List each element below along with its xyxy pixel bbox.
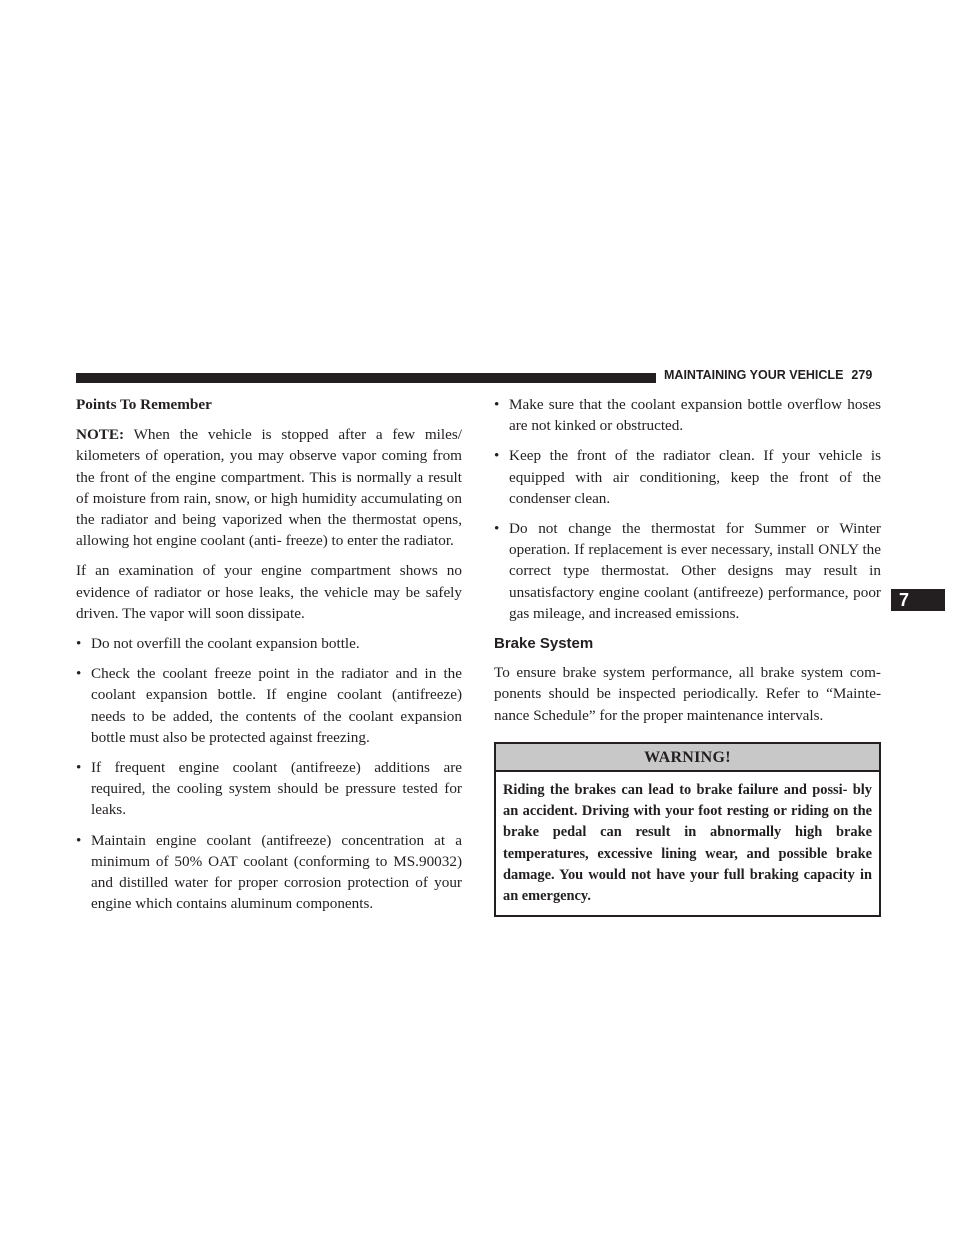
bullet-icon: •	[76, 831, 82, 849]
points-heading: Points To Remember	[76, 396, 212, 413]
bullet-icon: •	[76, 665, 82, 683]
warning-box	[494, 742, 881, 917]
brake-system-heading: Brake System	[494, 635, 594, 653]
right-column	[494, 394, 881, 917]
list-item-text: Make sure that the coolant expansion bottle overflow hoses are not kinked or obstructed.	[509, 396, 881, 435]
list-item	[494, 394, 881, 436]
list-item	[76, 757, 462, 821]
left-bullet-list	[76, 633, 462, 914]
list-item-text: Keep the front of the radiator clean. If your vehicle is equipped with air conditioning, keep the front of the condenser clean.	[509, 447, 881, 507]
list-item-text: Do not change the thermostat for Summer or Winter operation. If replacement is ever necessary, install ONLY the correct type thermostat. Other designs may result in unsatisfactory engine coolant (antifreeze) performance, poor gas mileage, and increased emissions.	[509, 520, 881, 622]
bullet-icon: •	[494, 447, 500, 465]
list-item	[76, 633, 462, 654]
running-header	[664, 368, 872, 382]
note-paragraph	[76, 424, 462, 551]
chapter-tab: 7	[891, 589, 945, 611]
list-item	[494, 518, 881, 624]
note-text: When the vehicle is stopped after a few miles/ kilometers of operation, you may observe vapor coming from the front of the engine compartment. This is normally a result of moisture from rain, snow, or high humidity accumulating on the radiator and being vaporized when the thermostat opens, allowing hot engine coolant (anti- freeze) to enter the radiator.	[76, 426, 462, 550]
brake-system-paragraph: To ensure brake system performance, all brake system com- ponents should be inspected periodically. Refer to “Mainte- nance Schedule” for the proper maintenance intervals.	[494, 664, 881, 724]
examination-paragraph: If an examination of your engine compartment shows no evidence of radiator or hose leaks, the vehicle may be safely driven. The vapor will soon dissipate.	[76, 562, 462, 622]
list-item-text: Do not overfill the coolant expansion bottle.	[91, 635, 360, 653]
list-item-text: Maintain engine coolant (antifreeze) concentration at a minimum of 50% OAT coolant (conforming to MS.90032) and distilled water for proper corrosion protection of your engine which contains aluminum components.	[91, 831, 462, 913]
list-item	[494, 445, 881, 509]
list-item	[76, 663, 462, 748]
bullet-icon: •	[494, 396, 500, 413]
warning-title: WARNING!	[496, 744, 879, 772]
header-rule	[76, 373, 656, 383]
bullet-icon: •	[76, 759, 82, 777]
section-title: MAINTAINING YOUR VEHICLE	[664, 368, 844, 382]
bullet-icon: •	[76, 635, 82, 653]
page-number: 279	[851, 368, 873, 382]
list-item	[76, 830, 462, 915]
note-label: NOTE:	[76, 426, 125, 444]
left-column	[76, 394, 462, 923]
right-bullet-list	[494, 394, 881, 624]
list-item-text: Check the coolant freeze point in the radiator and in the coolant expansion bottle. If engine coolant (antifreeze) needs to be added, the contents of the coolant expansion bottle must also be protected against freezing.	[91, 665, 462, 746]
bullet-icon: •	[494, 520, 500, 538]
warning-text: Riding the brakes can lead to brake failure and possi- bly an accident. Driving with your foot resting or riding on the brake pedal can result in abnormally high brake temperatures, excessive lining wear, and possible brake damage. You would not have your full braking capacity in an emergency.	[503, 782, 872, 905]
list-item-text: If frequent engine coolant (antifreeze) additions are required, the cooling system should be pressure tested for leaks.	[91, 759, 462, 819]
